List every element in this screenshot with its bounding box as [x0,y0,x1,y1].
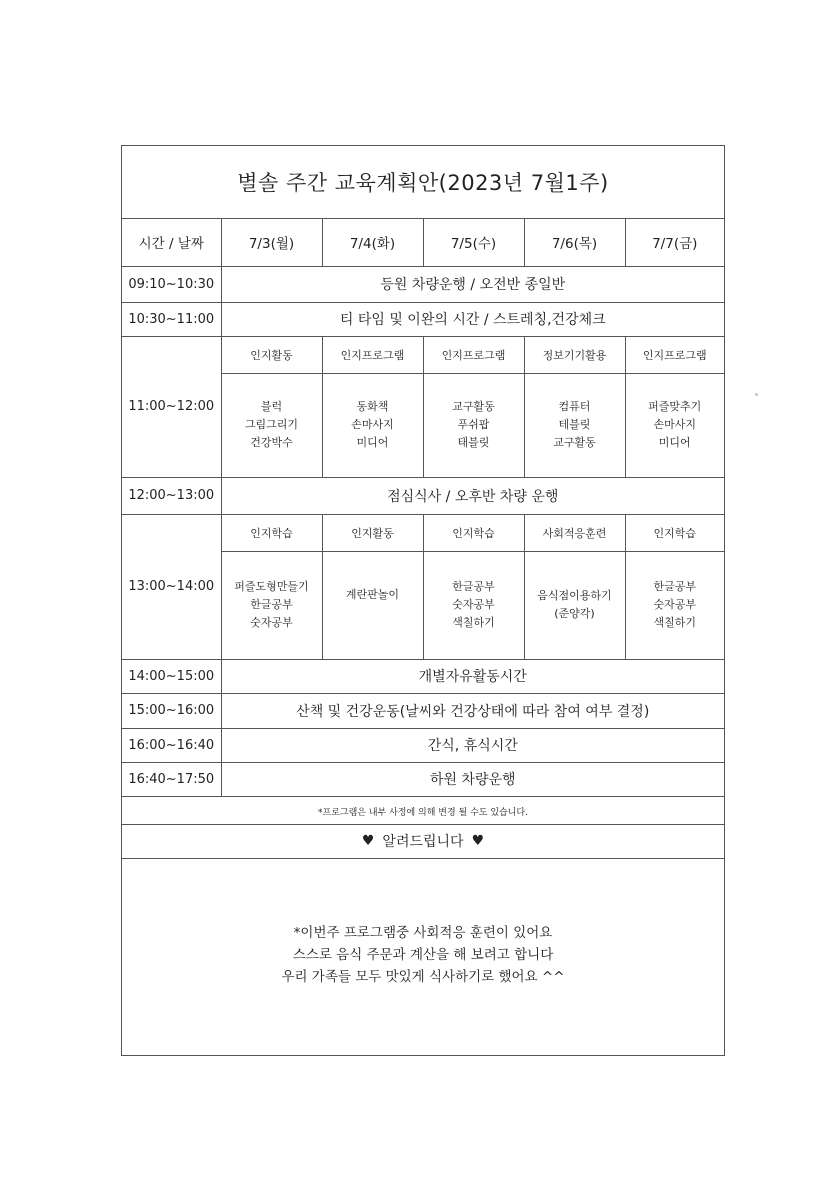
page-title: 별솔 주간 교육계획안(2023년 7월1주) [122,146,724,219]
date-header: 7/7(금) [625,218,724,266]
activity-cell [221,551,322,659]
table-row [122,693,724,728]
notice-line: 스스로 음식 주문과 계산을 해 보려고 합니다 [292,947,554,963]
activity-item: 퍼즐도형만들기 [234,580,309,593]
activity-cell [322,373,423,477]
program-category: 인지활동 [221,336,322,373]
table-row [122,336,724,373]
activity-cell [625,551,724,659]
table-row [122,762,724,796]
program-category: 인지학습 [423,514,524,551]
activity-item: 교구활동 [553,436,596,449]
schedule-entry: 등원 차량운행 / 오전반 종일반 [221,266,724,302]
notice-line: 우리 가족들 모두 맛있게 식사하기로 했어요 ^^ [281,969,565,985]
schedule-entry: 개별자유활동시간 [221,659,724,693]
program-category: 인지활동 [322,514,423,551]
time-slot: 13:00~14:00 [122,514,221,659]
weekly-plan-sheet [121,145,725,1056]
program-category: 정보기기활용 [524,336,625,373]
program-category: 인지학습 [221,514,322,551]
date-header: 7/5(수) [423,218,524,266]
activity-item: 음식점이용하기 [537,589,612,602]
activity-cell [423,551,524,659]
table-row [122,514,724,551]
program-category: 인지프로그램 [423,336,524,373]
heart-icon: ♥ [361,833,375,849]
activity-cell [221,373,322,477]
time-slot: 16:00~16:40 [122,728,221,762]
time-slot: 12:00~13:00 [122,477,221,514]
schedule-entry: 티 타임 및 이완의 시간 / 스트레칭,건강체크 [221,302,724,336]
date-header: 7/4(화) [322,218,423,266]
activity-item: 숫자공부 [653,598,696,611]
time-slot: 10:30~11:00 [122,302,221,336]
activity-item: 색칠하기 [653,616,696,629]
date-header: 7/3(월) [221,218,322,266]
notice-body [122,922,724,988]
activity-item: 건강박수 [250,436,293,449]
activity-item: 계란판놀이 [345,587,400,601]
table-row [122,477,724,514]
schedule-entry: 간식, 휴식시간 [221,728,724,762]
activity-item: 퍼즐맞추기 [648,400,702,413]
time-slot: 09:10~10:30 [122,266,221,302]
program-category: 인지프로그램 [322,336,423,373]
time-slot: 14:00~15:00 [122,659,221,693]
program-category: 인지프로그램 [625,336,724,373]
time-slot: 16:40~17:50 [122,762,221,796]
activity-item: 교구활동 [452,400,495,413]
activity-item: 색칠하기 [452,616,495,629]
schedule-entry: 점심식사 / 오후반 차량 운행 [221,477,724,514]
program-category: 사회적응훈련 [524,514,625,551]
heart-icon: ♥ [471,833,485,849]
scan-speck [755,393,758,396]
date-header: 7/6(목) [524,218,625,266]
activity-item: 미디어 [658,436,691,449]
activity-item: 손마사지 [351,418,394,431]
activity-item: 태블릿 [457,436,490,449]
activity-item: 한글공부 [452,580,495,593]
table-row [122,659,724,693]
activity-item: 블럭 [260,400,283,413]
activity-item: 숫자공부 [452,598,495,611]
activity-cell [625,373,724,477]
activity-item: 푸쉬팝 [457,418,490,431]
activity-cell [524,373,625,477]
schedule-entry: 하원 차량운행 [221,762,724,796]
time-slot: 15:00~16:00 [122,693,221,728]
activity-cell [423,373,524,477]
activity-cell [524,551,625,659]
activity-item: 한글공부 [250,598,293,611]
activity-item: 한글공부 [653,580,696,593]
activity-item: 컴퓨터 [558,400,591,413]
activity-item: 미디어 [356,436,389,449]
notice-heading-text: 알려드립니다 [382,834,464,850]
table-row [122,728,724,762]
notice-heading [122,824,724,859]
program-category: 인지학습 [625,514,724,551]
notice-line: *이번주 프로그램중 사회적응 훈련이 있어요 [293,925,553,941]
time-slot: 11:00~12:00 [122,336,221,477]
table-row [122,266,724,302]
activity-item: 동화책 [356,400,389,413]
activity-item: 손마사지 [653,418,696,431]
schedule-entry: 산책 및 건강운동(날씨와 건강상태에 따라 참여 여부 결정) [221,693,724,728]
table-header-row [122,218,724,266]
activity-cell [322,551,423,659]
change-notice: *프로그램은 내부 사정에 의해 변경 될 수도 있습니다. [122,798,724,825]
table-row [122,302,724,336]
schedule-table [122,218,724,797]
activity-item: 그림그리기 [244,418,299,431]
time-date-header: 시간 / 날짜 [122,218,221,266]
activity-item: (준양각) [554,607,595,620]
activity-item: 테블릿 [558,418,591,431]
activity-item: 숫자공부 [250,616,293,629]
